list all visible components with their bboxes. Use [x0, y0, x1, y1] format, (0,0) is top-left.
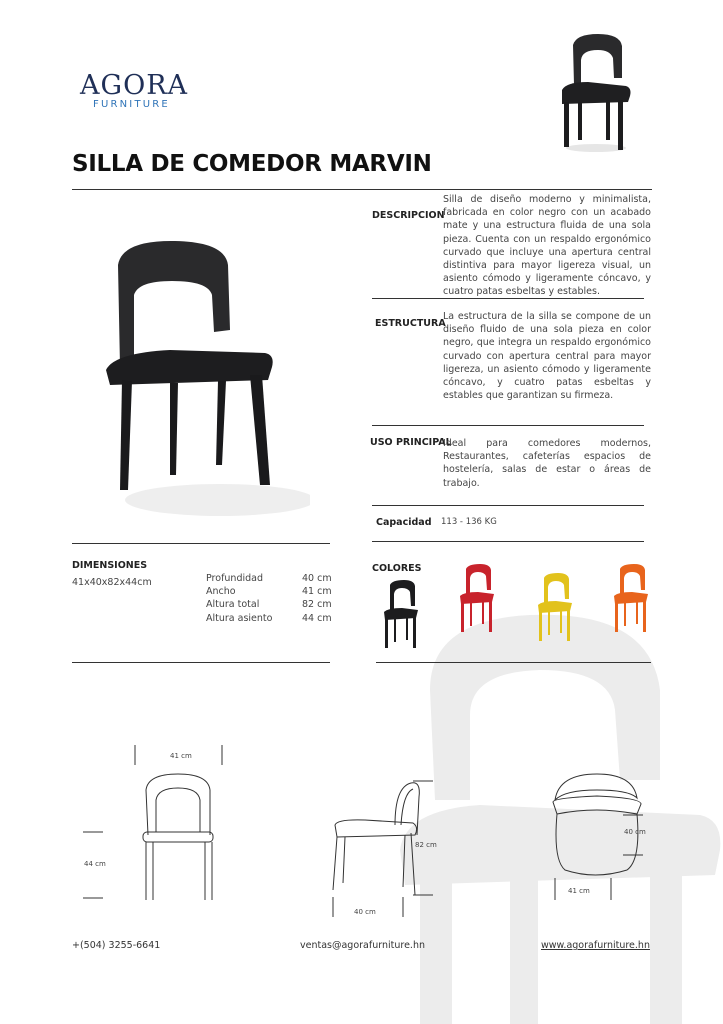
uso-text: Ideal para comedores modernos, Restaurantes, cafeterías espacios de hostelería, salas de estar o áreas de trabajo. — [443, 438, 651, 489]
estructura-label: ESTRUCTURA — [375, 318, 446, 329]
top-depth-label: 40 cm — [624, 828, 646, 836]
front-width-label: 41 cm — [170, 752, 192, 760]
capacidad-label: Capacidad — [376, 517, 432, 528]
footer-phone: +(504) 3255-6641 — [72, 940, 161, 951]
color-swatch-orange — [610, 564, 650, 634]
dim-row: Altura total 82 cm — [206, 599, 332, 611]
color-swatch-red — [456, 564, 496, 634]
side-view-drawing — [325, 775, 455, 925]
side-height-label: 82 cm — [415, 841, 437, 849]
chair-main-image — [100, 235, 310, 525]
dimensiones-label: DIMENSIONES — [72, 560, 148, 571]
dim-row: Altura asiento 44 cm — [206, 612, 332, 624]
color-swatches — [372, 562, 662, 652]
front-view-drawing — [80, 740, 240, 910]
side-depth-label: 40 cm — [354, 908, 376, 916]
uso-label: USO PRINCIPAL — [370, 437, 452, 448]
chair-thumbnail-image — [548, 30, 638, 155]
top-view-drawing — [545, 770, 655, 905]
capacidad-value: 113 - 136 KG — [441, 517, 497, 527]
brand-logo: AGORA — [80, 70, 189, 101]
dim-row: Ancho 41 cm — [206, 586, 332, 598]
footer-email[interactable]: ventas@agorafurniture.hn — [300, 940, 425, 951]
dimensiones-summary: 41x40x82x44cm — [72, 577, 152, 588]
color-swatch-black — [380, 580, 420, 650]
dimensiones-table — [206, 572, 332, 625]
footer-website-link[interactable]: www.agorafurniture.hn — [541, 940, 650, 951]
estructura-text: La estructura de la silla se compone de un diseño fluido de una sola pieza en color negro, que integra un respaldo ergonómico curvado con apertura central para mayor ligereza, un asiento cómodo y ligeramente cóncavo, y cuatro patas esbeltas y estables que garantizan su firmeza. — [443, 311, 651, 402]
dim-row: Profundidad 40 cm — [206, 573, 332, 584]
page-title: SILLA DE COMEDOR MARVIN — [72, 151, 432, 177]
descripcion-text: Silla de diseño moderno y minimalista, fabricada en color negro con un acabado mate y una estructura fluida de una sola pieza. Cuenta con un respaldo ergonómico curvado que incluye una apertura central distintiva para mayor ligereza visual, un asiento cómodo y ligeramente cóncavo, y cuatro patas esbeltas y estables. — [443, 194, 651, 298]
front-seat-label: 44 cm — [84, 860, 106, 868]
color-swatch-yellow — [534, 573, 574, 643]
descripcion-label: DESCRIPCION — [372, 210, 445, 221]
colores-label: COLORES — [372, 563, 422, 574]
top-width-label: 41 cm — [568, 887, 590, 895]
brand-sub: FURNITURE — [93, 99, 170, 110]
